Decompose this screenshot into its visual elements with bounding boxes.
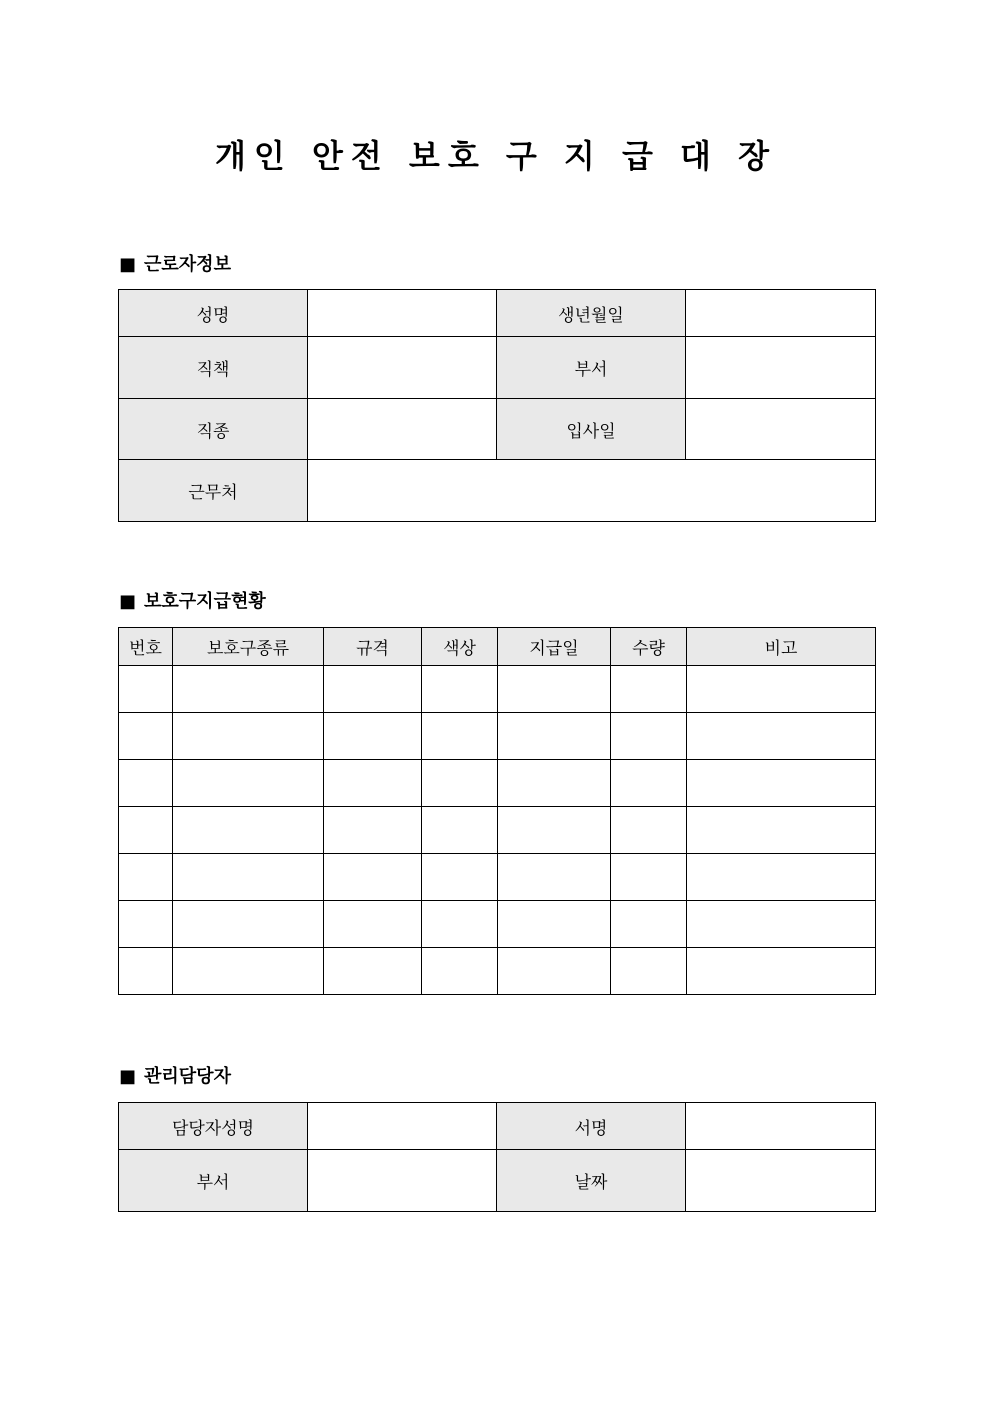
spec-cell[interactable]: [324, 807, 422, 854]
number-cell[interactable]: [119, 760, 173, 807]
date-field[interactable]: [686, 1150, 876, 1212]
number-cell[interactable]: [119, 807, 173, 854]
workplace-field[interactable]: [308, 460, 876, 522]
birth-date-field[interactable]: [686, 290, 876, 337]
table-row: [119, 807, 876, 854]
name-field[interactable]: [308, 290, 497, 337]
label-manager-name: 담당자성명: [119, 1103, 308, 1150]
hire-date-field[interactable]: [686, 399, 876, 460]
table-row: [119, 854, 876, 901]
quantity-cell[interactable]: [611, 807, 687, 854]
equipment-type-cell[interactable]: [173, 713, 324, 760]
quantity-cell[interactable]: [611, 666, 687, 713]
page-title: 개인 안전 보호 구 지 급 대 장: [214, 137, 778, 175]
signature-field[interactable]: [686, 1103, 876, 1150]
spec-cell[interactable]: [324, 713, 422, 760]
manager-table: [118, 1102, 876, 1212]
equipment-type-cell[interactable]: [173, 948, 324, 995]
label-manager-department: 부서: [119, 1150, 308, 1212]
table-row: [119, 337, 876, 399]
equipment-type-cell[interactable]: [173, 901, 324, 948]
color-cell[interactable]: [422, 713, 498, 760]
number-cell[interactable]: [119, 854, 173, 901]
remarks-cell[interactable]: [687, 807, 876, 854]
equipment-type-cell[interactable]: [173, 666, 324, 713]
label-workplace: 근무처: [119, 460, 308, 522]
issue-date-cell[interactable]: [498, 948, 611, 995]
job-type-field[interactable]: [308, 399, 497, 460]
square-bullet-icon: ■: [119, 254, 137, 275]
color-cell[interactable]: [422, 854, 498, 901]
label-job-type: 직종: [119, 399, 308, 460]
label-date: 날짜: [497, 1150, 686, 1212]
manager-department-field[interactable]: [308, 1150, 497, 1212]
table-row: [119, 948, 876, 995]
section-heading-issuance: [119, 590, 266, 614]
issue-date-cell[interactable]: [498, 666, 611, 713]
equipment-type-cell[interactable]: [173, 807, 324, 854]
remarks-cell[interactable]: [687, 713, 876, 760]
table-row: [119, 713, 876, 760]
issue-date-cell[interactable]: [498, 760, 611, 807]
department-field[interactable]: [686, 337, 876, 399]
remarks-cell[interactable]: [687, 854, 876, 901]
column-header-equipment-type: 보호구종류: [173, 628, 324, 666]
section-heading-label: 보호구지급현황: [144, 591, 266, 612]
column-header-spec: 규격: [324, 628, 422, 666]
label-department: 부서: [497, 337, 686, 399]
column-header-issue-date: 지급일: [498, 628, 611, 666]
quantity-cell[interactable]: [611, 901, 687, 948]
column-header-quantity: 수량: [611, 628, 687, 666]
number-cell[interactable]: [119, 901, 173, 948]
label-name: 성명: [119, 290, 308, 337]
spec-cell[interactable]: [324, 854, 422, 901]
color-cell[interactable]: [422, 807, 498, 854]
table-row: [119, 290, 876, 337]
color-cell[interactable]: [422, 666, 498, 713]
manager-name-field[interactable]: [308, 1103, 497, 1150]
spec-cell[interactable]: [324, 901, 422, 948]
section-heading-label: 관리담당자: [144, 1066, 231, 1087]
quantity-cell[interactable]: [611, 713, 687, 760]
square-bullet-icon: ■: [119, 1066, 137, 1087]
remarks-cell[interactable]: [687, 901, 876, 948]
table-header-row: [119, 628, 876, 666]
quantity-cell[interactable]: [611, 854, 687, 901]
issue-date-cell[interactable]: [498, 854, 611, 901]
spec-cell[interactable]: [324, 666, 422, 713]
section-heading-label: 근로자정보: [144, 254, 231, 275]
issue-date-cell[interactable]: [498, 807, 611, 854]
label-birth-date: 생년월일: [497, 290, 686, 337]
spec-cell[interactable]: [324, 760, 422, 807]
remarks-cell[interactable]: [687, 760, 876, 807]
quantity-cell[interactable]: [611, 760, 687, 807]
table-row: [119, 1150, 876, 1212]
table-row: [119, 460, 876, 522]
table-row: [119, 760, 876, 807]
square-bullet-icon: ■: [119, 591, 137, 612]
table-row: [119, 1103, 876, 1150]
column-header-color: 색상: [422, 628, 498, 666]
remarks-cell[interactable]: [687, 666, 876, 713]
section-heading-worker: [119, 253, 231, 277]
worker-info-table: [118, 289, 876, 522]
color-cell[interactable]: [422, 760, 498, 807]
position-field[interactable]: [308, 337, 497, 399]
issue-date-cell[interactable]: [498, 901, 611, 948]
number-cell[interactable]: [119, 666, 173, 713]
equipment-type-cell[interactable]: [173, 760, 324, 807]
number-cell[interactable]: [119, 713, 173, 760]
spec-cell[interactable]: [324, 948, 422, 995]
column-header-number: 번호: [119, 628, 173, 666]
color-cell[interactable]: [422, 901, 498, 948]
number-cell[interactable]: [119, 948, 173, 995]
label-hire-date: 입사일: [497, 399, 686, 460]
table-row: [119, 901, 876, 948]
issue-date-cell[interactable]: [498, 713, 611, 760]
equipment-type-cell[interactable]: [173, 854, 324, 901]
column-header-remarks: 비고: [687, 628, 876, 666]
section-heading-manager: [119, 1065, 231, 1089]
table-row: [119, 399, 876, 460]
color-cell[interactable]: [422, 948, 498, 995]
quantity-cell[interactable]: [611, 948, 687, 995]
issuance-table: [118, 627, 876, 995]
table-row: [119, 666, 876, 713]
label-signature: 서명: [497, 1103, 686, 1150]
remarks-cell[interactable]: [687, 948, 876, 995]
label-position: 직책: [119, 337, 308, 399]
